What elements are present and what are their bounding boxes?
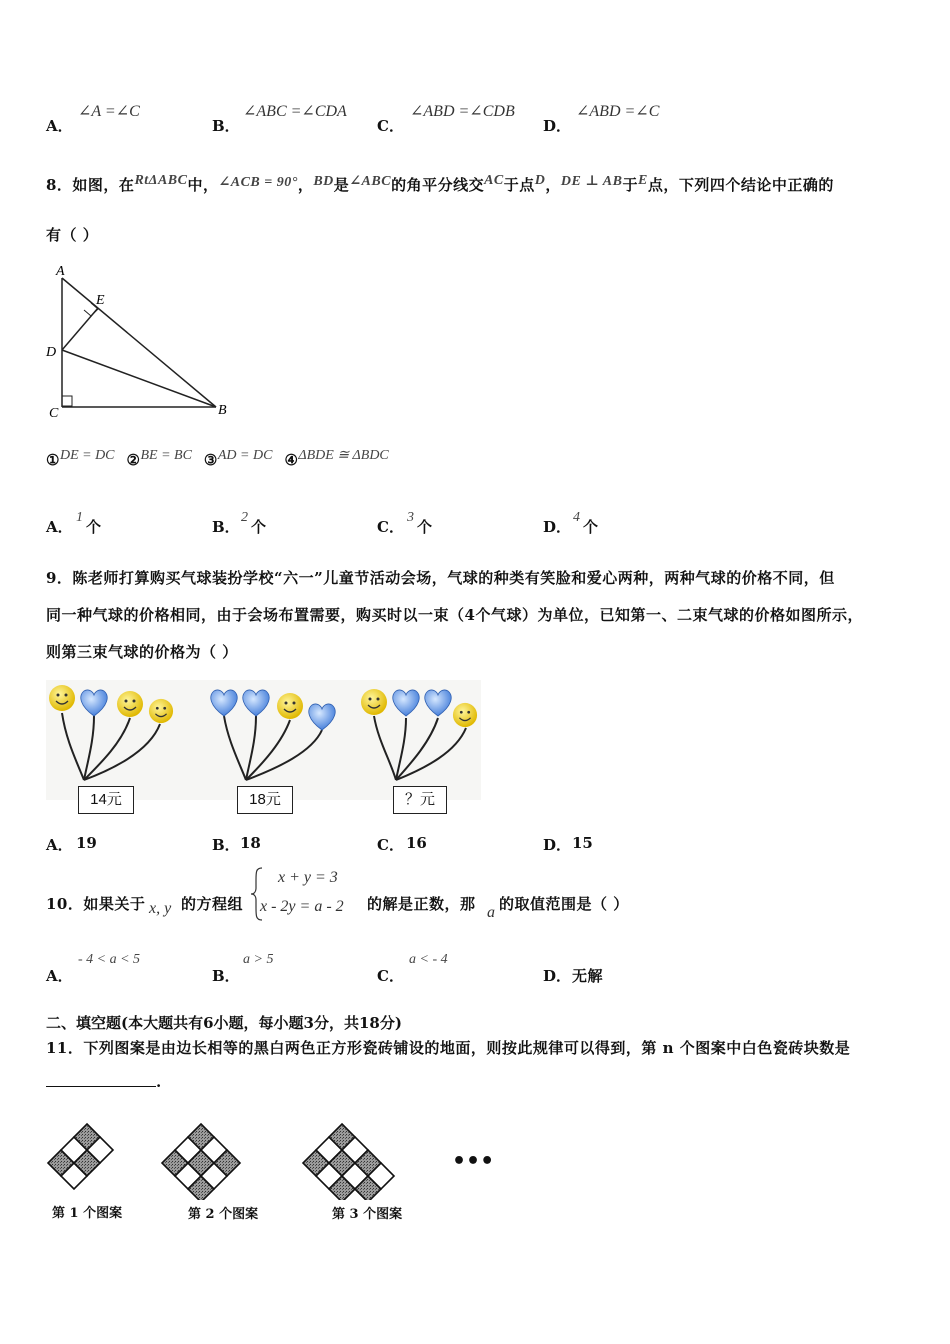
q7-option-c-expr: ∠ABD =∠CDB (410, 103, 515, 120)
price-tag-1: 14元 (78, 786, 134, 814)
q7-option-b-expr: ∠ABC =∠CDA (243, 103, 347, 120)
q9-line2: 同一种气球的价格相同，由于会场布置需要，购买时以一束（4个气球）为单位，已知第一、二束气球的价格如图所示， (46, 606, 863, 624)
q9-option-c-label: C． (377, 836, 404, 854)
smile-balloon (277, 693, 303, 719)
pattern-3-caption: 第 3 个图案 (332, 1207, 403, 1222)
smile-balloon (361, 689, 387, 715)
conclusion-3-expr: AD = DC (217, 448, 273, 463)
conclusion-3-mark: ③ (203, 451, 218, 469)
q8-e: E (637, 173, 648, 188)
q9-option-b-label: B． (212, 836, 240, 854)
q9-option-d-value: 15 (572, 834, 593, 852)
pattern-1-caption: 第 1 个图案 (52, 1206, 123, 1221)
label-d: D (46, 345, 57, 360)
label-b: B (218, 403, 227, 418)
conclusion-4-expr: ΔBDE ≅ ΔBDC (298, 448, 389, 463)
q10-t1: 的方程组 (181, 895, 244, 913)
q8-abc: ∠ABC (349, 174, 392, 189)
q8-option-a-num: 1 (76, 510, 83, 525)
q8-t3: 是 (333, 176, 350, 194)
q10-options (0, 950, 950, 986)
q10-option-b-label: B． (212, 967, 240, 985)
q10-option-a-expr: - 4 < a < 5 (78, 952, 141, 967)
q8-t7: 于 (622, 176, 638, 194)
label-e: E (96, 293, 105, 308)
smile-balloon (149, 699, 173, 723)
conclusion-4-mark: ④ (284, 451, 299, 469)
q9-option-d-label: D． (543, 836, 572, 854)
tile-pattern-3 (303, 1124, 394, 1200)
q8-option-c-unit: 个 (417, 518, 433, 536)
price-tag-2: 18元 (237, 786, 293, 814)
q8-option-d-unit: 个 (583, 518, 599, 536)
q9-option-c-value: 16 (406, 834, 427, 852)
q7-option-a-expr: ∠A =∠C (78, 103, 140, 120)
q9-option-a-value: 19 (76, 834, 97, 852)
q11-tile-patterns (40, 1110, 500, 1200)
q10-vars: x, y (149, 900, 172, 917)
q7-options (0, 95, 950, 140)
q10-eq2: x - 2y = a - 2 (260, 898, 344, 915)
q10-option-c-label: C． (377, 967, 404, 985)
q8-option-a-unit: 个 (86, 518, 102, 536)
q8-t2: ， (297, 176, 314, 194)
q8-t6: ， (545, 176, 561, 194)
q7-option-b-label: B． (212, 117, 240, 135)
conclusion-2-expr: BE = BC (140, 448, 192, 463)
q9-option-a-label: A． (46, 836, 73, 854)
pattern-2-caption: 第 2 个图案 (188, 1207, 259, 1222)
q8-options (0, 510, 950, 540)
q8-conclusions (46, 450, 389, 470)
q8-t1: 中， (187, 176, 219, 194)
q8-bd: BD (313, 174, 334, 189)
q11-end: . (156, 1073, 162, 1091)
label-c: C (49, 406, 59, 421)
q8-triangle-figure (40, 262, 240, 422)
q10-option-d-expr: 无解 (572, 967, 604, 985)
q8-ac: AC (484, 173, 504, 188)
q9-options (0, 834, 950, 858)
segment-ab (62, 278, 216, 407)
q8-rt: RtΔABC (134, 173, 188, 188)
q7-option-d-label: D． (543, 117, 572, 135)
smile-balloon (117, 691, 143, 717)
q10-num: 10．如果关于 (46, 895, 146, 913)
q8-option-d-label: D． (543, 518, 572, 536)
q8-t4: 的角平分线交 (391, 176, 485, 194)
q10-option-c-expr: a < - 4 (409, 952, 448, 967)
q8-t8: 点，下列四个结论中正确的 (647, 176, 834, 194)
q8-option-c-num: 3 (407, 510, 414, 525)
q11-answer-line (46, 1072, 162, 1091)
q8-acb: ∠ACB = 90° (218, 175, 298, 190)
conclusion-1-mark: ① (46, 451, 60, 469)
q10-t2: 的解是正数，那 (367, 895, 476, 913)
smile-balloon (49, 685, 75, 711)
q8-option-d-num: 4 (573, 510, 580, 525)
q7-option-a-label: A． (46, 117, 73, 135)
q10-a: a (487, 904, 495, 921)
segment-bd (62, 350, 216, 407)
q10-option-b-expr: a > 5 (243, 952, 274, 967)
q8-option-a-label: A． (46, 518, 73, 536)
q8-option-b-label: B． (212, 518, 240, 536)
conclusion-1-expr: DE = DC (59, 448, 115, 463)
q7-option-c-label: C． (377, 117, 404, 135)
q8-deab: DE ⊥ AB (560, 174, 623, 189)
q10-option-a-label: A． (46, 967, 73, 985)
q10-option-d-label: D． (543, 967, 572, 985)
conclusion-2-mark: ② (126, 451, 141, 469)
q9-line1: 9．陈老师打算购买气球装扮学校“六一”儿童节活动会场，气球的种类有笑脸和爱心两种，两种气球的价格不同，但 (46, 569, 835, 587)
q10-t3: 的取值范围是（ ） (499, 895, 629, 913)
q8-option-b-num: 2 (241, 510, 248, 525)
ellipsis-icon: ••• (452, 1149, 495, 1174)
q8-line2: 有（ ） (46, 226, 99, 244)
q9-option-b-value: 18 (240, 834, 261, 852)
answer-blank[interactable] (46, 1072, 156, 1087)
tile-pattern-1 (48, 1124, 113, 1189)
q8-stem (46, 174, 834, 195)
smile-balloon (453, 703, 477, 727)
right-angle-c (62, 396, 72, 406)
tile-pattern-2 (162, 1124, 240, 1200)
q11-line1: 11．下列图案是由边长相等的黑白两色正方形瓷砖铺设的地面，则按此规律可以得到，第 n 个图案中白色瓷砖块数是 (46, 1039, 851, 1057)
q8-option-b-unit: 个 (251, 518, 267, 536)
section-2-heading: 二、填空题(本大题共有6小题，每小题3分，共18分) (46, 1014, 402, 1032)
q8-option-c-label: C． (377, 518, 404, 536)
price-tag-3: ？元 (393, 786, 447, 814)
q10-eq1: x + y = 3 (278, 869, 338, 886)
q8-num: 8．如图，在 (46, 176, 135, 194)
q9-line3: 则第三束气球的价格为（ ） (46, 643, 238, 661)
label-a: A (56, 264, 65, 279)
q8-d: D (534, 173, 546, 188)
q8-t5: 于点 (503, 176, 535, 194)
q7-option-d-expr: ∠ABD =∠C (576, 103, 660, 120)
